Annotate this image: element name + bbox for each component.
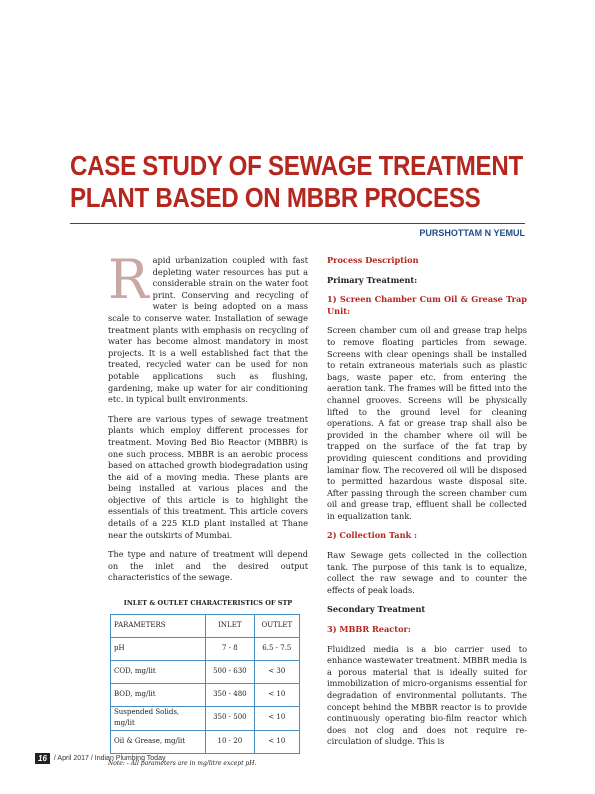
title-rule [70,223,525,224]
article-title [70,150,523,214]
page-footer [35,753,165,764]
screen-chamber-paragraph: Screen chamber cum oil and grease trap helps to remove floating particles from sewage. Screens with clear openings shall be installed to retain extraneous materials such as plastic bags, waste paper etc. from entering the aeration tank. The frames will be fitted into the channel grooves. Screens will be physically lifted to the ground level for cleaning operations. A fat or grease trap shall also be provided in the chamber where oil will be trapped on the surface of the fat trap by providing quiescent conditions and providing laminar flow. The recovered oil will be disposed to permitted hazardous waste disposal site. After passing through the screen chamber cum oil and grease trap, effluent shall be collected in equalization tank. [327,325,527,521]
table-row [111,683,300,706]
table-title: INLET & OUTLET CHARACTERISTICS OF STP [123,599,293,608]
cell-outlet: 6.5 - 7.5 [254,637,299,660]
heading-collection-tank: 2) Collection Tank : [327,530,418,541]
intro-text: apid urbanization coupled with fast depleting water resources has put a considerable strain on the water foot print. Conserving and recycling of water is being adopted on a mass scale to conserve water. Installation of sewage treatment plants with emphasis on recycling of water has become almost mandatory in most projects. It is a well established fact that the treated, recycled water can be used for non potable applications such as flushing, gardening, make up water for air conditioning etc. in typical built environments. [108,255,308,405]
header-inlet: INLET [206,614,255,637]
heading-screen-chamber: 1) Screen Chamber Cum Oil & Grease Trap Unit: [327,294,527,316]
heading-secondary-treatment: Secondary Treatment [327,604,426,615]
header-parameters: PARAMETERS [111,614,206,637]
footer-text: / April 2017 / Indian Plumbing Today [53,755,166,762]
cell-inlet: 7 - 8 [206,637,255,660]
header-outlet: OUTLET [254,614,299,637]
cell-inlet: 350 - 500 [206,706,255,730]
paragraph-2: There are various types of sewage treatment plants which employ different processes for treatment. Moving Bed Bio Reactor (MBBR) is one such process. MBBR is an aerobic process based on attached growth biodegradation using the aid of a moving media. These plants are being installed at various places and the objective of this article is to highlight the essentials of this treatment. This article covers details of a 225 KLD plant installed at Thane near the outskirts of Mumbai. [108,413,308,540]
right-column [327,255,527,756]
table-header-row [111,614,300,637]
cell-outlet: < 10 [254,706,299,730]
cell-outlet: < 10 [254,730,299,753]
heading-primary-treatment: Primary Treatment: [327,274,418,285]
cell-parameter: Suspended Solids, mg/lit [111,706,206,730]
table-row [111,637,300,660]
cell-parameter: COD, mg/lit [111,660,206,683]
left-column [108,248,308,769]
title-line-1: CASE STUDY OF SEWAGE TREATMENT [70,150,523,181]
page-number: 16 [35,753,50,764]
cell-outlet: < 30 [254,660,299,683]
author-name: PURSHOTTAM N YEMUL [419,228,525,238]
cell-parameter: pH [111,637,206,660]
drop-cap: R [108,248,149,311]
cell-inlet: 500 - 630 [206,660,255,683]
heading-mbbr-reactor: 3) MBBR Reactor: [327,624,411,635]
table-row [111,660,300,683]
paragraph-3: The type and nature of treatment will depend on the inlet and the desired output characteristics of the sewage. [108,549,308,583]
heading-process-description: Process Description [327,255,419,265]
intro-paragraph [108,248,308,406]
table-note: Note: - All parameters are in mg/litre except pH. [108,759,257,767]
table-row [111,706,300,730]
cell-outlet: < 10 [254,683,299,706]
characteristics-table [110,614,300,754]
cell-inlet: 10 - 20 [206,730,255,753]
collection-tank-paragraph: Raw Sewage gets collected in the collection tank. The purpose of this tank is to equalize, collect the raw sewage and to counter the effects of peak loads. [327,550,527,595]
title-line-2: PLANT BASED ON MBBR PROCESS [70,182,481,213]
cell-inlet: 350 - 480 [206,683,255,706]
mbbr-paragraph: Fluidized media is a bio carrier used to enhance wastewater treatment. MBBR media is a porous material that is ideally suited for immobilization of micro-organisms essential for degradation of environmental pollutants. The concept behind the MBBR reactor is to provide continuously operating bio-film reactor which does not clog and does not require re-circulation of sludge. This is [327,643,527,747]
cell-parameter: Oil & Grease, mg/lit [111,730,206,753]
table-row [111,730,300,753]
cell-parameter: BOD, mg/lit [111,683,206,706]
